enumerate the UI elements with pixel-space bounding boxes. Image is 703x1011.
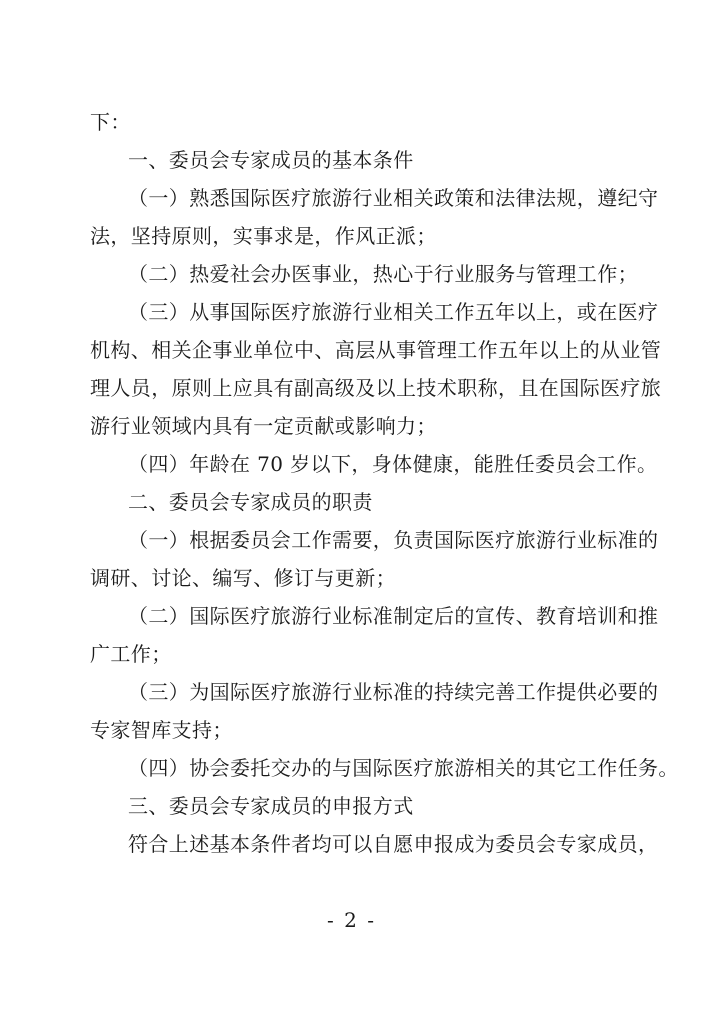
- section-heading-duties: 二、委员会专家成员的职责: [128, 490, 373, 514]
- text-line: 法，坚持原则，实事求是，作风正派；: [90, 224, 437, 248]
- text-line: 游行业领域内具有一定贡献或影响力；: [90, 414, 437, 438]
- text-line: 专家智库支持；: [90, 718, 233, 742]
- text-line: 理人员，原则上应具有副高级及以上技术职称，且在国际医疗旅: [90, 376, 662, 400]
- text-line: 机构、相关企事业单位中、高层从事管理工作五年以上的从业管: [90, 338, 662, 362]
- text-line: （三）为国际医疗旅游行业标准的持续完善工作提供必要的: [128, 680, 659, 704]
- text-line: （三）从事国际医疗旅游行业相关工作五年以上，或在医疗: [128, 300, 659, 324]
- section-heading-basic-conditions: 一、委员会专家成员的基本条件: [128, 148, 414, 172]
- text-line: （二）国际医疗旅游行业标准制定后的宣传、教育培训和推: [128, 604, 659, 628]
- text-line: （一）熟悉国际医疗旅游行业相关政策和法律法规，遵纪守: [128, 186, 659, 210]
- page-number: - 2 -: [327, 908, 376, 932]
- text-line: （一）根据委员会工作需要，负责国际医疗旅游行业标准的: [128, 528, 659, 552]
- text-line-continuation: 下：: [90, 110, 131, 134]
- text-line: （四）年龄在 70 岁以下，身体健康，能胜任委员会工作。: [128, 452, 658, 476]
- text-line: 广工作；: [90, 642, 172, 666]
- text-line: 符合上述基本条件者均可以自愿申报成为委员会专家成员，: [128, 832, 659, 856]
- section-heading-application-method: 三、委员会专家成员的申报方式: [128, 794, 414, 818]
- text-line: （二）热爱社会办医事业，热心于行业服务与管理工作；: [128, 262, 638, 286]
- text-line: （四）协会委托交办的与国际医疗旅游相关的其它工作任务。: [128, 756, 679, 780]
- text-line: 调研、讨论、编写、修订与更新；: [90, 566, 396, 590]
